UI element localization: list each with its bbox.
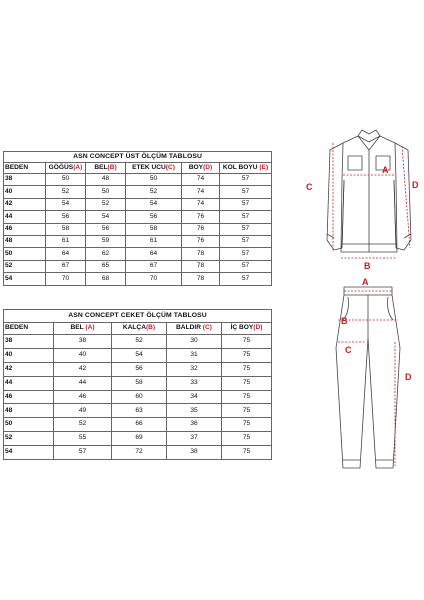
bottom-table-value-cell: 75 bbox=[222, 390, 272, 404]
bottom-table-value-cell: 30 bbox=[167, 335, 222, 349]
top-table-header-letter: (B) bbox=[107, 163, 117, 171]
bottom-table-value-cell: 63 bbox=[112, 404, 167, 418]
top-table-value-cell: 74 bbox=[182, 186, 220, 198]
top-table-header-letter: (A) bbox=[73, 163, 83, 171]
top-table-value-cell: 54 bbox=[46, 198, 86, 210]
bottom-table-title: ASN CONCEPT CEKET ÖLÇÜM TABLOSU bbox=[4, 310, 272, 323]
bottom-table-value-cell: 75 bbox=[222, 446, 272, 460]
bottom-table-value-cell: 75 bbox=[222, 404, 272, 418]
bottom-table-value-cell: 55 bbox=[54, 432, 112, 446]
top-table-value-cell: 52 bbox=[86, 198, 126, 210]
bottom-table-header-name: İÇ BOY bbox=[230, 324, 254, 332]
top-table-value-cell: 57 bbox=[220, 260, 272, 272]
bottom-table-value-cell: 75 bbox=[222, 335, 272, 349]
top-table-header-name: KOL BOYU bbox=[222, 163, 260, 171]
bottom-table-value-cell: 34 bbox=[167, 390, 222, 404]
top-table-value-cell: 58 bbox=[46, 223, 86, 235]
bottom-table-value-cell: 56 bbox=[112, 362, 167, 376]
top-table-header-name: ETEK UCU bbox=[132, 163, 166, 171]
top-table-value-cell: 57 bbox=[220, 198, 272, 210]
top-table-value-cell: 56 bbox=[126, 211, 182, 223]
top-table-value-cell: 58 bbox=[126, 223, 182, 235]
top-table-value-cell: 57 bbox=[220, 174, 272, 186]
top-table-value-cell: 57 bbox=[220, 235, 272, 247]
bottom-table-value-cell: 38 bbox=[54, 335, 112, 349]
top-table-size-cell: 52 bbox=[4, 260, 46, 272]
top-table-value-cell: 74 bbox=[182, 198, 220, 210]
bottom-table-value-cell: 36 bbox=[167, 418, 222, 432]
top-table-size-cell: 42 bbox=[4, 198, 46, 210]
top-table-value-cell: 70 bbox=[46, 273, 86, 285]
bottom-table-value-cell: 69 bbox=[112, 432, 167, 446]
top-table-size-cell: 38 bbox=[4, 174, 46, 186]
bottom-table-header-letter: (A) bbox=[85, 324, 95, 332]
bottom-table-value-cell: 40 bbox=[54, 348, 112, 362]
bottom-table-value-cell: 49 bbox=[54, 404, 112, 418]
top-table-value-cell: 50 bbox=[46, 174, 86, 186]
top-table-value-cell: 56 bbox=[46, 211, 86, 223]
bottom-table-header-letter: (D) bbox=[253, 324, 263, 332]
pants-label-b: B bbox=[341, 316, 348, 326]
top-table-value-cell: 54 bbox=[126, 198, 182, 210]
top-table-size-cell: 44 bbox=[4, 211, 46, 223]
bottom-table-header-letter: (C) bbox=[202, 324, 212, 332]
top-table-header-letter: (D) bbox=[203, 163, 213, 171]
bottom-table-value-cell: 75 bbox=[222, 432, 272, 446]
bottom-table-size-cell: 52 bbox=[4, 432, 54, 446]
top-table-value-cell: 61 bbox=[126, 235, 182, 247]
top-table-value-cell: 65 bbox=[86, 260, 126, 272]
jacket-label-c: C bbox=[306, 182, 313, 192]
top-table-value-cell: 67 bbox=[46, 260, 86, 272]
bottom-table-header-name: BALDIR bbox=[176, 324, 203, 332]
top-table-value-cell: 57 bbox=[220, 223, 272, 235]
top-table-value-cell: 67 bbox=[126, 260, 182, 272]
pants-label-d: D bbox=[405, 372, 412, 382]
top-table-value-cell: 52 bbox=[46, 186, 86, 198]
top-table-header-letter: (C) bbox=[165, 163, 175, 171]
top-table-corner-label: BEDEN bbox=[4, 163, 46, 174]
top-table-value-cell: 76 bbox=[182, 223, 220, 235]
bottom-table-value-cell: 42 bbox=[54, 362, 112, 376]
bottom-table-size-cell: 42 bbox=[4, 362, 54, 376]
top-table-value-cell: 59 bbox=[86, 235, 126, 247]
bottom-table-size-cell: 38 bbox=[4, 335, 54, 349]
bottom-table-header-name: KALÇA bbox=[122, 324, 146, 332]
top-table-header-name: BOY bbox=[188, 163, 204, 171]
bottom-table-size-cell: 40 bbox=[4, 348, 54, 362]
top-table-value-cell: 74 bbox=[182, 174, 220, 186]
bottom-table-value-cell: 44 bbox=[54, 376, 112, 390]
top-table-value-cell: 62 bbox=[86, 248, 126, 260]
top-table-value-cell: 57 bbox=[220, 211, 272, 223]
top-table-value-cell: 64 bbox=[46, 248, 86, 260]
top-table-value-cell: 57 bbox=[220, 273, 272, 285]
top-table-value-cell: 76 bbox=[182, 211, 220, 223]
bottom-table-size-cell: 44 bbox=[4, 376, 54, 390]
top-table-value-cell: 57 bbox=[220, 186, 272, 198]
bottom-table-value-cell: 46 bbox=[54, 390, 112, 404]
top-table-value-cell: 61 bbox=[46, 235, 86, 247]
bottom-table-value-cell: 54 bbox=[112, 348, 167, 362]
top-table-value-cell: 68 bbox=[86, 273, 126, 285]
bottom-table-size-cell: 48 bbox=[4, 404, 54, 418]
bottom-table-value-cell: 66 bbox=[112, 418, 167, 432]
bottom-table-value-cell: 75 bbox=[222, 376, 272, 390]
bottom-table-size-cell: 54 bbox=[4, 446, 54, 460]
top-table-value-cell: 52 bbox=[126, 186, 182, 198]
top-table-value-cell: 76 bbox=[182, 235, 220, 247]
top-table-value-cell: 78 bbox=[182, 248, 220, 260]
bottom-table-value-cell: 35 bbox=[167, 404, 222, 418]
bottom-table-size-cell: 46 bbox=[4, 390, 54, 404]
top-table-title: ASN CONCEPT ÜST ÖLÇÜM TABLOSU bbox=[4, 152, 272, 163]
bottom-table-value-cell: 52 bbox=[54, 418, 112, 432]
pants-right-pocket bbox=[388, 297, 393, 320]
bottom-table-value-cell: 58 bbox=[112, 376, 167, 390]
top-table-value-cell: 56 bbox=[86, 223, 126, 235]
bottom-table-header-name: BEL bbox=[70, 324, 86, 332]
top-table-size-cell: 40 bbox=[4, 186, 46, 198]
top-table-size-cell: 48 bbox=[4, 235, 46, 247]
top-table-value-cell: 50 bbox=[86, 186, 126, 198]
top-table-size-cell: 54 bbox=[4, 273, 46, 285]
bottom-table-value-cell: 52 bbox=[112, 335, 167, 349]
bottom-table-value-cell: 31 bbox=[167, 348, 222, 362]
bottom-table-value-cell: 38 bbox=[167, 446, 222, 460]
jacket-label-d: D bbox=[412, 180, 419, 190]
top-table-value-cell: 54 bbox=[86, 211, 126, 223]
top-table-header-name: GÖĞÜS bbox=[48, 163, 74, 171]
pants-label-a: A bbox=[362, 277, 369, 287]
bottom-table-value-cell: 32 bbox=[167, 362, 222, 376]
top-table-value-cell: 78 bbox=[182, 260, 220, 272]
top-table-header-name: BEL bbox=[94, 163, 108, 171]
bottom-table-value-cell: 37 bbox=[167, 432, 222, 446]
bottom-table-size-cell: 50 bbox=[4, 418, 54, 432]
top-table-value-cell: 78 bbox=[182, 273, 220, 285]
bottom-table-corner-label: BEDEN bbox=[4, 323, 54, 335]
bottom-table-header-letter: (B) bbox=[145, 324, 156, 332]
bottom-table-value-cell: 72 bbox=[112, 446, 167, 460]
top-table-size-cell: 46 bbox=[4, 223, 46, 235]
top-table-value-cell: 57 bbox=[220, 248, 272, 260]
jacket-label-a: A bbox=[382, 165, 389, 175]
bottom-table-value-cell: 75 bbox=[222, 348, 272, 362]
bottom-table-value-cell: 75 bbox=[222, 362, 272, 376]
top-table-size-cell: 50 bbox=[4, 248, 46, 260]
bottom-table-value-cell: 75 bbox=[222, 418, 272, 432]
top-table-value-cell: 48 bbox=[86, 174, 126, 186]
jacket-label-b: B bbox=[364, 261, 371, 271]
top-table-value-cell: 50 bbox=[126, 174, 182, 186]
bottom-table-value-cell: 60 bbox=[112, 390, 167, 404]
top-table-value-cell: 70 bbox=[126, 273, 182, 285]
top-table-header-letter: (E) bbox=[259, 163, 269, 171]
top-table-value-cell: 64 bbox=[126, 248, 182, 260]
bottom-table-value-cell: 33 bbox=[167, 376, 222, 390]
bottom-table-value-cell: 57 bbox=[54, 446, 112, 460]
pants-label-c: C bbox=[345, 345, 352, 355]
